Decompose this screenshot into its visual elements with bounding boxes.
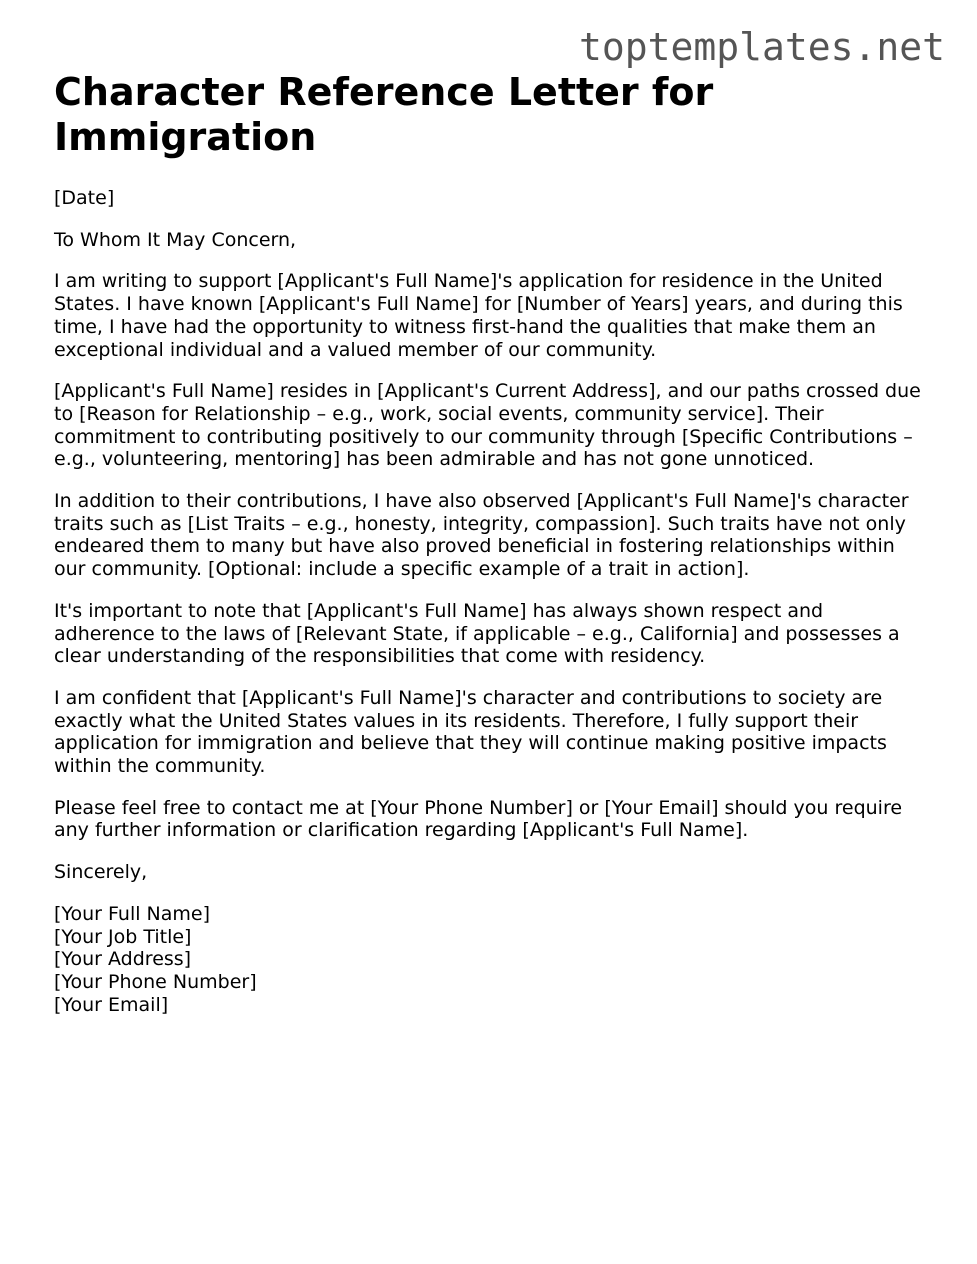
letter-paragraph-5: I am confident that [Applicant's Full Name]'s character and contributions to society are exactly what the United States values in its residents. Therefore, I fully support their application for immigration and believe that they will continue making positive impacts within the community. <box>54 686 887 778</box>
letter-paragraph-3: In addition to their contributions, I have also observed [Applicant's Full Name]'s character traits such as [List Traits – e.g., honesty, integrity, compassion]. Such traits have not only endeared them to many but have also proved beneficial in fostering relationships within our community. [Optional: include a specific example of a trait in action]. <box>54 490 909 581</box>
letter-paragraph-2: [Applicant's Full Name] resides in [Applicant's Current Address], and our paths crossed due to [Reason for Relationship – e.g., work, social events, community service]. Their commitment to contributing positively to our community through [Specific Contributions – e.g., volunteering, mentoring] has been admirable and has not gone unnoticed. <box>54 380 921 471</box>
watermark-text: toptemplates.net <box>578 25 945 69</box>
signature-name: [Your Full Name] <box>54 902 211 925</box>
letter-paragraph-6: Please feel free to contact me at [Your Phone Number] or [Your Email] should you require any further information or clarification regarding [Applicant's Full Name]. <box>54 796 903 842</box>
signature-email: [Your Email] <box>54 993 169 1016</box>
letter-body <box>54 187 929 1016</box>
letter-title: Character Reference Letter for Immigration <box>54 70 714 159</box>
signature-address: [Your Address] <box>54 948 192 971</box>
signature-block <box>54 903 929 1017</box>
letter-closing: Sincerely, <box>54 861 148 884</box>
letter-date: [Date] <box>54 187 115 209</box>
letter-paragraph-4: It's important to note that [Applicant's Full Name] has always shown respect and adherence to the laws of [Relevant State, if applicable – e.g., California] and possesses a clear understanding of the responsibilities that come with residency. <box>54 599 900 668</box>
letter-paragraph-1: I am writing to support [Applicant's Full Name]'s application for residence in the United States. I have known [Applicant's Full Name] for [Number of Years] years, and during this time, I have had the opportunity to witness first-hand the qualities that make them an exceptional individual and a valued member of our community. <box>54 270 903 361</box>
signature-job-title: [Your Job Title] <box>54 925 192 948</box>
letter-salutation: To Whom It May Concern, <box>54 228 297 251</box>
signature-phone: [Your Phone Number] <box>54 970 257 993</box>
letter-page <box>54 70 929 1035</box>
